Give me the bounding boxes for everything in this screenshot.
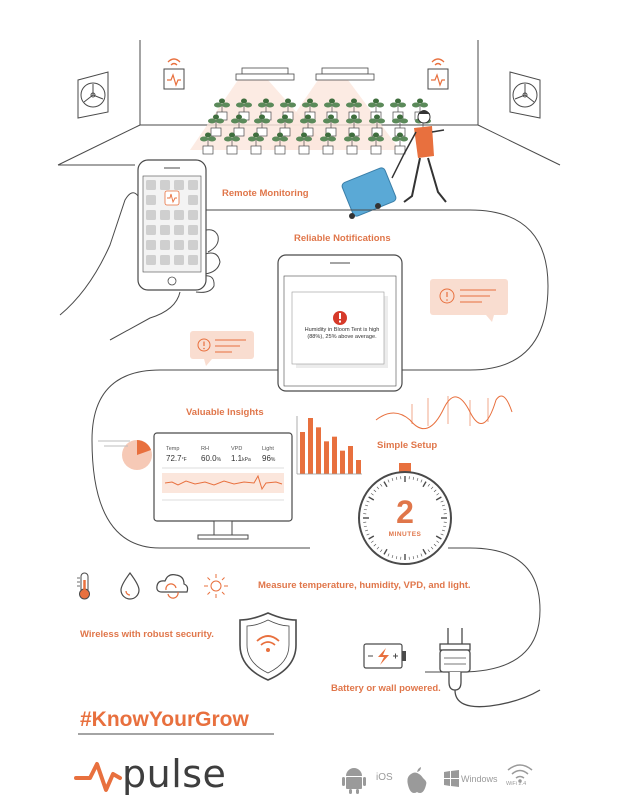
app-tile [188,210,198,220]
app-tile [174,180,184,190]
bar [332,437,337,474]
bar-chart [300,418,361,474]
metric-value: 96% [262,454,276,463]
metric-value: 72.7°F [166,454,187,463]
apple-icon [407,767,426,793]
simple-setup-label: Simple Setup [377,440,438,451]
app-tile [146,240,156,250]
luggage-icon [341,154,404,219]
pie-chart-icon [98,440,152,470]
valuable-insights-label: Valuable Insights [186,407,264,418]
app-tile [174,225,184,235]
metric-value: 60.0% [201,454,222,463]
bar [316,427,321,474]
app-tile [174,210,184,220]
sun-icon [204,574,228,598]
battery-label: Battery or wall powered. [331,683,441,694]
notification-text: Humidity in Bloom Tent is high (88%), 25% above average. [304,327,380,340]
hashtag: #KnowYourGrow [80,708,249,731]
app-tile [146,180,156,190]
smartphone-icon [138,160,206,290]
brand-name: pulse [122,752,227,796]
timer-value: 2 [396,494,414,530]
cloud-icon [157,575,188,598]
measure-label: Measure temperature, humidity, VPD, and light. [258,580,471,591]
bar [348,446,353,474]
windows-icon [444,770,459,787]
app-tile [146,225,156,235]
bar [300,432,305,474]
metric-label: VPD [231,446,243,452]
wifi-label: WiFi 2.4 [506,781,527,787]
app-tile [174,240,184,250]
app-tile [188,180,198,190]
thermometer-icon [77,573,90,599]
windows-label: Windows [461,774,498,784]
app-tile [160,225,170,235]
droplet-icon [121,573,139,599]
app-tile [146,210,156,220]
metric-value: 1.1kPa [231,454,251,463]
person-icon [404,110,446,202]
bar [308,418,313,474]
fan-left [78,72,108,118]
timer-unit: MINUTES [388,531,422,538]
pulse-logo-icon [76,764,120,790]
app-tile [188,225,198,235]
app-tile [146,195,156,205]
pulse-sensor-left [164,59,184,89]
battery-icon [364,644,406,668]
app-tile [160,240,170,250]
app-tile [188,240,198,250]
chat-bubble-right [430,279,508,322]
grow-light-left [236,68,294,80]
wireless-label: Wireless with robust security. [80,629,214,640]
pulse-sensor-right [428,59,448,89]
wifi-icon [508,765,532,782]
metric-label: RH [201,446,209,452]
app-tile [188,255,198,265]
app-tile [188,195,198,205]
plug-icon [440,628,540,707]
app-tile [160,255,170,265]
wave-icon [376,396,512,429]
metric-label: Light [262,446,274,452]
remote-monitoring-label: Remote Monitoring [222,188,309,199]
app-tile [146,255,156,265]
metric-label: Temp [166,446,180,452]
bar [340,451,345,474]
android-icon [342,768,366,794]
fan-right [510,72,540,118]
app-tile [174,255,184,265]
shield-icon [240,613,296,680]
app-tile [160,210,170,220]
app-tile [160,180,170,190]
ios-label: iOS [376,772,393,783]
grow-light-right [316,68,374,80]
bar [356,460,361,474]
chat-bubble-left [190,331,254,366]
reliable-notifications-label: Reliable Notifications [294,233,391,244]
alert-icon [333,311,347,325]
bar [324,441,329,474]
